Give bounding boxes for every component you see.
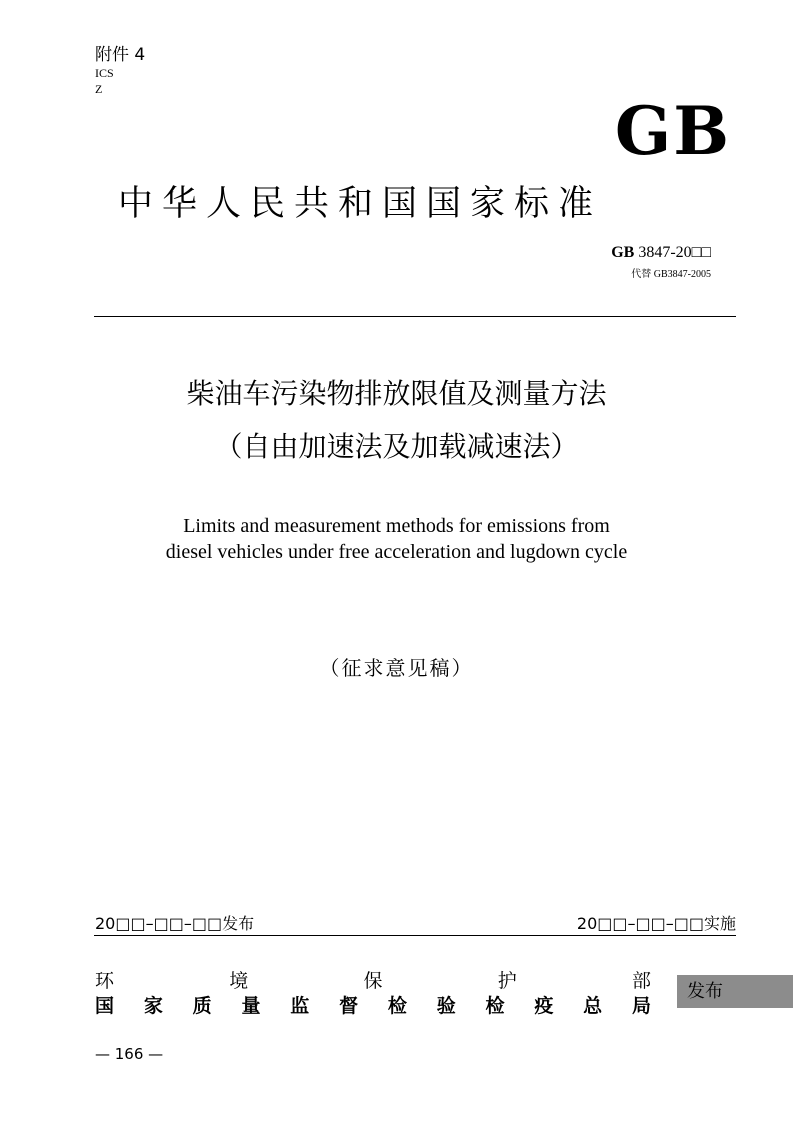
issuer-char: 护	[497, 970, 517, 992]
issuer-char: 监	[290, 995, 310, 1017]
draft-label: （征求意见稿）	[319, 656, 474, 680]
issuer-char: 督	[339, 995, 359, 1017]
issuer-char: 疫	[534, 995, 554, 1017]
issuer-char: 检	[485, 995, 505, 1017]
issuer-char: 总	[583, 995, 603, 1017]
standard-replaces: 代替 GB3847-2005	[631, 269, 711, 280]
standard-number-prefix: GB	[611, 244, 635, 261]
gb-logo: GB	[614, 92, 731, 170]
issue-date: 20□□–□□–□□发布	[95, 914, 255, 933]
issuer-char: 部	[631, 970, 651, 992]
page-number: — 166 —	[95, 1045, 164, 1063]
issuer-line-2	[95, 991, 651, 1018]
issuer-char: 局	[631, 995, 651, 1017]
issuer-line-1	[95, 966, 651, 993]
issuer-char: 量	[241, 995, 261, 1017]
issuer-char: 检	[387, 995, 407, 1017]
issuer-char: 家	[143, 995, 163, 1017]
standard-number-value: 3847-20□□	[638, 244, 711, 261]
issuer-char: 质	[192, 995, 212, 1017]
issuer-char: 验	[436, 995, 456, 1017]
classification-code: Z	[95, 82, 103, 96]
title-en-line1: Limits and measurement methods for emissions from	[183, 515, 610, 537]
implementation-date: 20□□–□□–□□实施	[576, 914, 736, 933]
national-standard-title: 中华人民共和国国家标准	[118, 184, 603, 224]
bottom-divider	[94, 935, 736, 936]
top-divider	[94, 316, 736, 317]
ics-label: ICS	[95, 66, 114, 80]
issuer-char: 国	[95, 995, 115, 1017]
title-en-line2: diesel vehicles under free acceleration and lugdown cycle	[165, 541, 628, 563]
issuer-char: 保	[363, 970, 383, 992]
attachment-label: 附件 4	[95, 45, 146, 65]
issuer-char: 环	[95, 970, 115, 992]
issuer-char: 境	[229, 970, 249, 992]
standard-number	[611, 244, 711, 262]
title-cn-line2: （自由加速法及加载减速法）	[214, 430, 579, 463]
publish-label: 发布	[677, 975, 793, 1008]
title-cn-line1: 柴油车污染物排放限值及测量方法	[186, 377, 607, 410]
